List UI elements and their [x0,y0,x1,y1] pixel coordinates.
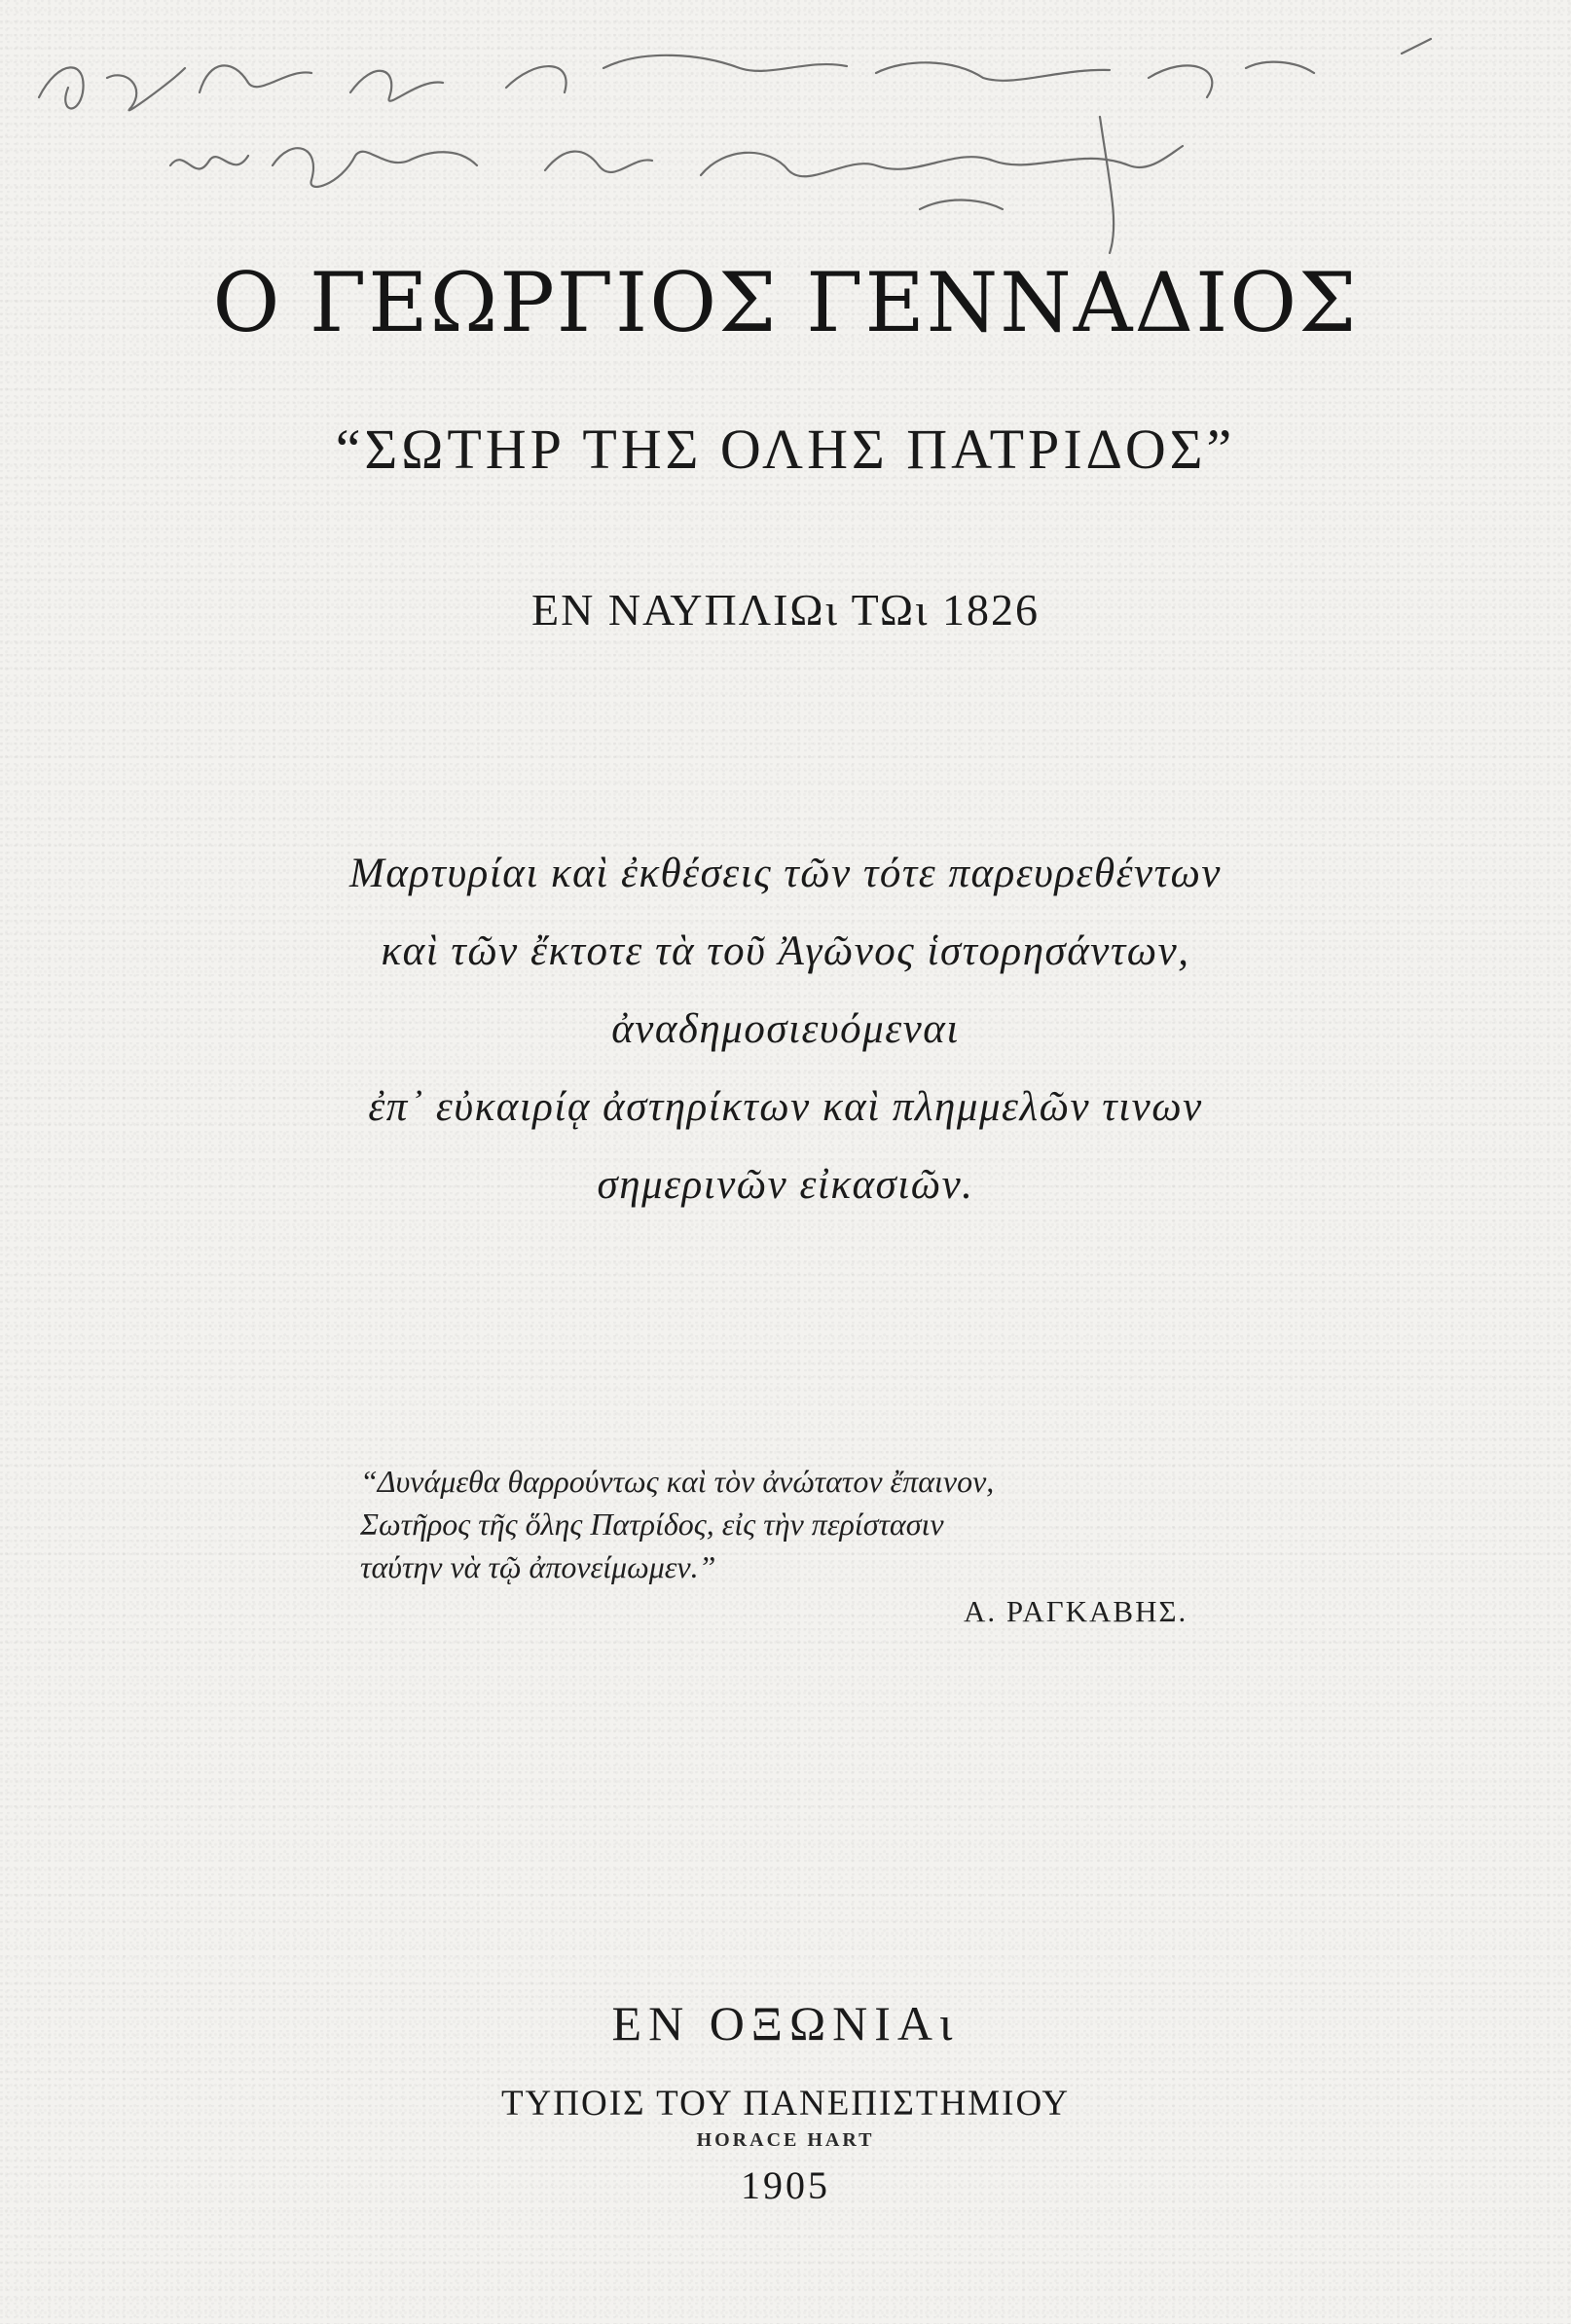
epigraph-line: “Δυνάμεθα θαρρούντως καὶ τὸν ἀνώτατον ἔπαινον, [360,1464,995,1499]
epigraph-line: ταύτην νὰ τῷ ἀπονείμωμεν.” [360,1549,716,1584]
epigraph-quote [360,1460,1275,1588]
description-line: Μαρτυρίαι καὶ ἐκθέσεις τῶν τότε παρευρεθέντων [349,851,1222,896]
description-line: σημερινῶν εἰκασιῶν. [597,1162,974,1208]
place-date-line: ΕΝ ΝΑΥΠΛΙΩι ΤΩι 1826 [531,585,1040,635]
description-line: ἀναδημοσιευόμεναι [611,1006,960,1052]
epigraph-author: Α. ΡΑΓΚΑΒΗΣ. [964,1594,1188,1628]
imprint-printer: HORACE HART [696,2129,875,2151]
epigraph-line: Σωτῆρος τῆς ὅλης Πατρίδος, εἰς τὴν περίστασιν [360,1507,944,1542]
book-subtitle: “ΣΩΤΗΡ ΤΗΣ ΟΛΗΣ ΠΑΤΡΙΔΟΣ” [335,418,1236,481]
book-title: Ο ΓΕΩΡΓΙΟΣ ΓΕΝΝΑΔΙΟΣ [212,255,1359,350]
description-line: καὶ τῶν ἔκτοτε τὰ τοῦ Ἀγῶνος ἱστορησάντων, [381,928,1190,974]
imprint-place: ΕΝ ΟΞΩΝΙΑι [611,1996,960,2051]
description-line: ἐπ᾽ εὐκαιρίᾳ ἀστηρίκτων καὶ πλημμελῶν τινων [368,1084,1203,1130]
imprint-press: ΤΥΠΟΙΣ ΤΟΥ ΠΑΝΕΠΙΣΤΗΜΙΟΥ [500,2084,1071,2124]
handwritten-inscription [0,0,1571,292]
imprint-year: 1905 [741,2163,830,2207]
